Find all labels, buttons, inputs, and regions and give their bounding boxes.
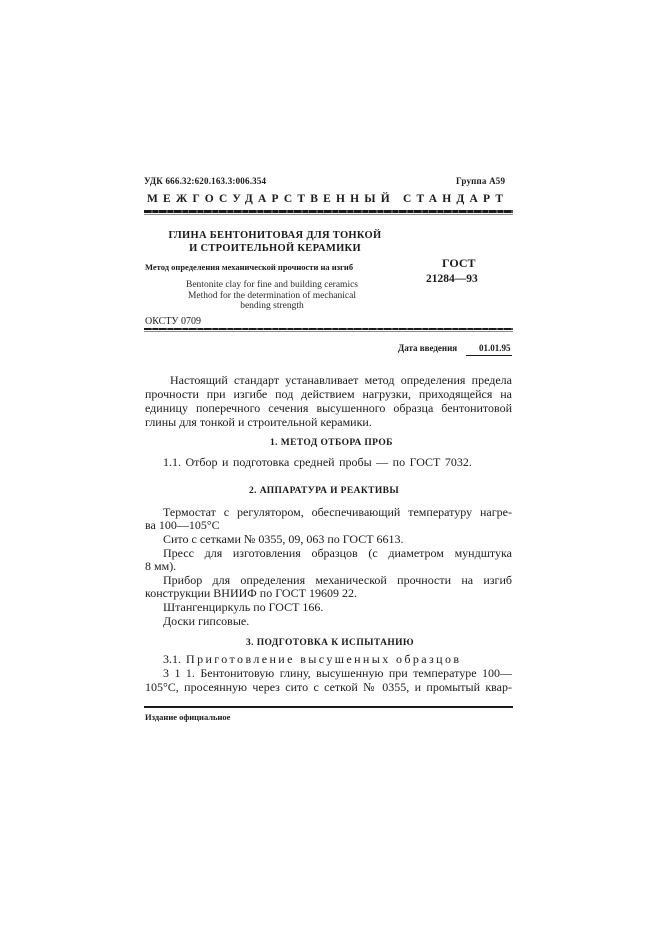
section-1-heading: 1. МЕТОД ОТБОРА ПРОБ [270, 438, 393, 448]
section-2-heading: 2. АППАРАТУРА И РЕАКТИВЫ [249, 486, 400, 496]
english-title-line-1: Bentonite clay for fine and building ceramics [186, 280, 358, 290]
section-2-line-2: ва 100—105°С [145, 518, 220, 532]
group-code: Группа А59 [456, 176, 506, 186]
intro-text-line-3: единицу поперечного сечения высушенного образца бентонитовой [145, 401, 512, 415]
title-rule-thin [144, 331, 513, 332]
standard-type: МЕЖГОСУДАРСТВЕННЫЙ СТАНДАРТ [147, 193, 509, 205]
section-1-text: 1.1. Отбор и подготовка средней пробы — по ГОСТ 7032. [163, 455, 472, 469]
intro-date-label: Дата введения [398, 343, 458, 353]
title-subtitle: Метод определения механической прочности на изгиб [145, 262, 354, 272]
intro-date-underline [466, 355, 512, 356]
intro-text-line-1: Настоящий стандарт устанавливает метод определения предела [170, 373, 512, 387]
footer-rule [144, 706, 513, 708]
english-title-line-2: Method for the determination of mechanical [187, 291, 357, 301]
section-2-line-7: конструкции ВНИИФ по ГОСТ 19609 22. [145, 586, 357, 600]
section-2-line-4: Пресс для изготовления образцов (с диаметром мундштука [163, 546, 512, 560]
intro-text-line-2: прочности при изгибе под действием нагрузки, приходящейся на [145, 387, 512, 401]
section-3-subsection-title: Приготовление высушенных образцов [186, 652, 462, 666]
okstu-code: ОКСТУ 0709 [145, 316, 202, 327]
section-3-subsection-number: 3.1. [163, 652, 181, 666]
intro-text-line-4: глины для тонкой и строительной керамики. [145, 415, 372, 429]
section-2-line-5: 8 мм). [145, 559, 177, 573]
udk-code: УДК 666.32:620.163.3:006.354 [144, 176, 267, 186]
section-3-line-2: 105°С, просеянную через сито с сеткой № 0355, и промытый квар- [145, 680, 512, 694]
title-line-1: ГЛИНА БЕНТОНИТОВАЯ ДЛЯ ТОНКОЙ [168, 230, 382, 241]
section-2-line-6: Прибор для определения механической прочности на изгиб [163, 573, 512, 587]
title-rule [144, 328, 513, 330]
section-2-line-8: Штангенциркуль по ГОСТ 166. [163, 600, 324, 614]
section-3-heading: 3. ПОДГОТОВКА К ИСПЫТАНИЮ [246, 638, 415, 648]
gost-number: 21284—93 [426, 273, 478, 285]
section-2-line-1: Термостат с регулятором, обеспечивающий температуру нагре- [163, 505, 512, 519]
english-title-line-3: bending strength [240, 301, 304, 311]
title-line-2: И СТРОИТЕЛЬНОЙ КЕРАМИКИ [189, 243, 361, 254]
header-rule-thin [144, 214, 513, 215]
edition-label: Издание официальное [145, 712, 231, 722]
section-3-line-1: 3 1 1. Бентонитовую глину, высушенную при температуре 100— [163, 666, 512, 680]
intro-date-value: 01.01.95 [479, 343, 511, 353]
header-rule [144, 210, 513, 213]
section-2-line-9: Доски гипсовые. [163, 614, 250, 628]
section-2-line-3: Сито с сетками № 0355, 09, 063 по ГОСТ 6613. [163, 532, 404, 546]
gost-label: ГОСТ [442, 256, 476, 270]
